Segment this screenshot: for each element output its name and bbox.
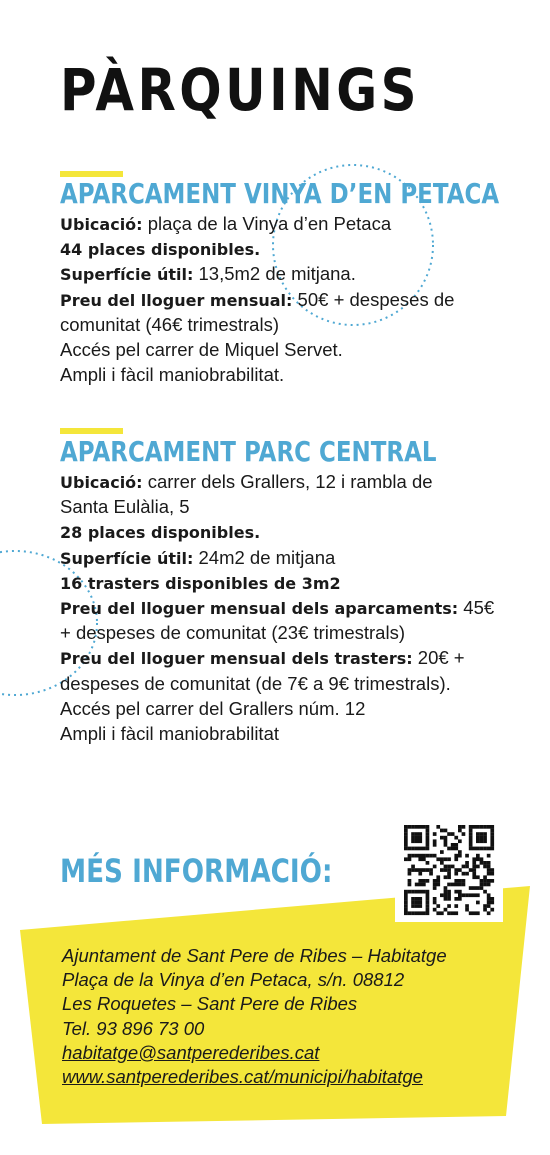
section-body	[60, 212, 454, 388]
email-link[interactable]: habitatge@santperederibes.cat	[62, 1041, 320, 1063]
line: Ubicació: plaça de la Vinya d’en Petaca	[60, 213, 392, 234]
line: + despeses de comunitat (23€ trimestrals)	[60, 622, 405, 644]
line: Ampli i fàcil maniobrabilitat.	[60, 364, 285, 386]
line: Santa Eulàlia, 5	[60, 496, 190, 518]
line: Preu del lloguer mensual dels trasters: 20€ +	[60, 647, 465, 669]
line: Accés pel carrer del Grallers núm. 12	[60, 697, 366, 719]
qr-code[interactable]	[395, 818, 503, 922]
line: Ampli i fàcil maniobrabilitat	[60, 723, 280, 745]
line: Superfície útil: 13,5m2 de mitjana.	[60, 263, 356, 285]
section-body	[60, 470, 494, 747]
line: 28 places disponibles.	[60, 523, 261, 543]
line: despeses de comunitat (de 7€ a 9€ trimestrals).	[60, 672, 451, 694]
section-heading: APARCAMENT VINYA D’EN PETACA	[60, 177, 500, 210]
contact-block	[62, 944, 447, 1089]
more-info-heading: MÉS INFORMACIÓ:	[60, 852, 333, 890]
website-link[interactable]: www.santperederibes.cat/municipi/habitatge	[62, 1066, 423, 1088]
contact-line: Ajuntament de Sant Pere de Ribes – Habitatge	[62, 945, 447, 966]
line: Preu del lloguer mensual dels aparcaments: 45€	[60, 597, 495, 619]
line: Ubicació: carrer dels Grallers, 12 i rambla de	[60, 471, 433, 492]
line: 16 trasters disponibles de 3m2	[60, 573, 341, 593]
contact-line: Les Roquetes – Sant Pere de Ribes	[62, 993, 358, 1015]
phone-number: Tel. 93 896 73 00	[62, 1017, 205, 1039]
line: comunitat (46€ trimestrals)	[60, 313, 279, 335]
line: Accés pel carrer de Miquel Servet.	[60, 339, 343, 361]
section-accent-bar	[60, 428, 123, 434]
page-title: PÀRQUINGS	[60, 56, 421, 124]
line: 44 places disponibles.	[60, 240, 261, 260]
section-heading: APARCAMENT PARC CENTRAL	[60, 435, 437, 468]
qr-code-icon	[395, 818, 503, 922]
line: Preu del lloguer mensual: 50€ + despeses de	[60, 288, 455, 310]
contact-line: Plaça de la Vinya d’en Petaca, s/n. 08812	[62, 969, 405, 991]
line: Superfície útil: 24m2 de mitjana	[60, 546, 336, 568]
